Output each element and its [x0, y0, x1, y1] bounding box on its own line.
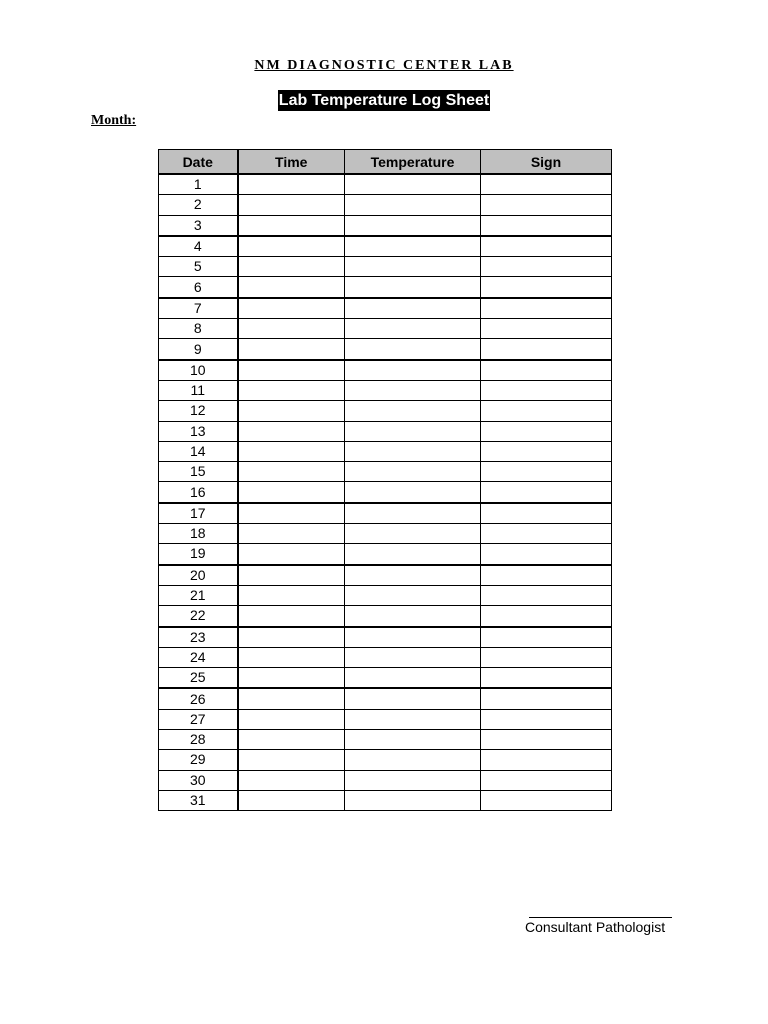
- table-row: [159, 339, 612, 360]
- time-cell[interactable]: [238, 565, 345, 586]
- time-cell[interactable]: [238, 627, 345, 648]
- temperature-cell[interactable]: [345, 750, 481, 770]
- date-cell: 26: [159, 688, 238, 709]
- temperature-cell[interactable]: [345, 688, 481, 709]
- table-row: [159, 215, 612, 236]
- date-cell: 22: [159, 606, 238, 627]
- temperature-cell[interactable]: [345, 709, 481, 729]
- table-row: [159, 790, 612, 810]
- sign-cell[interactable]: [481, 503, 612, 524]
- table-row: [159, 565, 612, 586]
- temperature-cell[interactable]: [345, 544, 481, 565]
- time-cell[interactable]: [238, 730, 345, 750]
- sign-cell[interactable]: [481, 790, 612, 810]
- time-cell[interactable]: [238, 174, 345, 195]
- time-cell[interactable]: [238, 709, 345, 729]
- time-cell[interactable]: [238, 503, 345, 524]
- table-row: [159, 482, 612, 503]
- table-row: [159, 503, 612, 524]
- date-cell: 17: [159, 503, 238, 524]
- time-cell[interactable]: [238, 360, 345, 381]
- temperature-cell[interactable]: [345, 339, 481, 360]
- date-cell: 25: [159, 668, 238, 689]
- column-header-sign: Sign: [481, 150, 612, 175]
- time-cell[interactable]: [238, 750, 345, 770]
- table-row: [159, 730, 612, 750]
- sign-cell[interactable]: [481, 360, 612, 381]
- date-cell: 9: [159, 339, 238, 360]
- temperature-cell[interactable]: [345, 585, 481, 605]
- time-cell[interactable]: [238, 462, 345, 482]
- sign-cell[interactable]: [481, 339, 612, 360]
- temperature-cell[interactable]: [345, 380, 481, 400]
- table-row: [159, 236, 612, 257]
- sign-cell[interactable]: [481, 298, 612, 319]
- signature-line: [529, 917, 672, 918]
- temperature-cell[interactable]: [345, 257, 481, 277]
- date-cell: 29: [159, 750, 238, 770]
- date-cell: 21: [159, 585, 238, 605]
- sign-cell[interactable]: [481, 668, 612, 689]
- table-header-row: [159, 150, 612, 175]
- table-row: [159, 688, 612, 709]
- temperature-cell[interactable]: [345, 298, 481, 319]
- date-cell: 24: [159, 647, 238, 667]
- temperature-cell[interactable]: [345, 524, 481, 544]
- time-cell[interactable]: [238, 215, 345, 236]
- table-row: [159, 606, 612, 627]
- temperature-cell[interactable]: [345, 401, 481, 421]
- table-row: [159, 627, 612, 648]
- time-cell[interactable]: [238, 688, 345, 709]
- table-row: [159, 257, 612, 277]
- table-row: [159, 750, 612, 770]
- date-cell: 16: [159, 482, 238, 503]
- organization-name: NM DIAGNOSTIC CENTER LAB: [254, 58, 514, 73]
- table-row: [159, 360, 612, 381]
- time-cell[interactable]: [238, 544, 345, 565]
- sign-cell[interactable]: [481, 544, 612, 565]
- table-row: [159, 770, 612, 790]
- signature-label: Consultant Pathologist: [525, 919, 666, 935]
- sign-cell[interactable]: [481, 215, 612, 236]
- sign-cell[interactable]: [481, 441, 612, 461]
- time-cell[interactable]: [238, 339, 345, 360]
- time-cell[interactable]: [238, 647, 345, 667]
- date-cell: 8: [159, 319, 238, 339]
- sign-cell[interactable]: [481, 380, 612, 400]
- table-row: [159, 585, 612, 605]
- temperature-log-table: [158, 149, 612, 811]
- table-row: [159, 668, 612, 689]
- sign-cell[interactable]: [481, 524, 612, 544]
- sign-cell[interactable]: [481, 319, 612, 339]
- date-cell: 23: [159, 627, 238, 648]
- sign-cell[interactable]: [481, 421, 612, 441]
- table-row: [159, 441, 612, 461]
- sign-cell[interactable]: [481, 688, 612, 709]
- temperature-cell[interactable]: [345, 668, 481, 689]
- time-cell[interactable]: [238, 380, 345, 400]
- sign-cell[interactable]: [481, 482, 612, 503]
- time-cell[interactable]: [238, 298, 345, 319]
- temperature-cell[interactable]: [345, 627, 481, 648]
- date-cell: 1: [159, 174, 238, 195]
- sign-cell[interactable]: [481, 257, 612, 277]
- time-cell[interactable]: [238, 585, 345, 605]
- sign-cell[interactable]: [481, 770, 612, 790]
- date-cell: 10: [159, 360, 238, 381]
- table-row: [159, 174, 612, 195]
- table-row: [159, 421, 612, 441]
- date-cell: 14: [159, 441, 238, 461]
- date-cell: 30: [159, 770, 238, 790]
- temperature-cell[interactable]: [345, 770, 481, 790]
- table-row: [159, 277, 612, 298]
- table-row: [159, 401, 612, 421]
- date-cell: 18: [159, 524, 238, 544]
- temperature-cell[interactable]: [345, 503, 481, 524]
- temperature-cell[interactable]: [345, 462, 481, 482]
- time-cell[interactable]: [238, 236, 345, 257]
- sign-cell[interactable]: [481, 462, 612, 482]
- time-cell[interactable]: [238, 277, 345, 298]
- page-title: Lab Temperature Log Sheet: [278, 92, 490, 109]
- date-cell: 28: [159, 730, 238, 750]
- temperature-cell[interactable]: [345, 277, 481, 298]
- sign-cell[interactable]: [481, 401, 612, 421]
- temperature-cell[interactable]: [345, 565, 481, 586]
- date-cell: 2: [159, 195, 238, 215]
- table-row: [159, 195, 612, 215]
- sign-cell[interactable]: [481, 236, 612, 257]
- date-cell: 3: [159, 215, 238, 236]
- temperature-cell[interactable]: [345, 215, 481, 236]
- time-cell[interactable]: [238, 401, 345, 421]
- sign-cell[interactable]: [481, 627, 612, 648]
- temperature-cell[interactable]: [345, 730, 481, 750]
- temperature-cell[interactable]: [345, 606, 481, 627]
- time-cell[interactable]: [238, 195, 345, 215]
- time-cell[interactable]: [238, 441, 345, 461]
- month-label: Month:: [91, 113, 137, 128]
- date-cell: 5: [159, 257, 238, 277]
- sign-cell[interactable]: [481, 709, 612, 729]
- time-cell[interactable]: [238, 524, 345, 544]
- time-cell[interactable]: [238, 790, 345, 810]
- time-cell[interactable]: [238, 482, 345, 503]
- time-cell[interactable]: [238, 606, 345, 627]
- date-cell: 13: [159, 421, 238, 441]
- time-cell[interactable]: [238, 257, 345, 277]
- temperature-cell[interactable]: [345, 482, 481, 503]
- date-cell: 4: [159, 236, 238, 257]
- sign-cell[interactable]: [481, 195, 612, 215]
- column-header-temperature: Temperature: [345, 150, 481, 175]
- date-cell: 6: [159, 277, 238, 298]
- table-row: [159, 298, 612, 319]
- sign-cell[interactable]: [481, 174, 612, 195]
- sign-cell[interactable]: [481, 606, 612, 627]
- table-row: [159, 380, 612, 400]
- sign-cell[interactable]: [481, 277, 612, 298]
- temperature-cell[interactable]: [345, 421, 481, 441]
- date-cell: 15: [159, 462, 238, 482]
- sign-cell[interactable]: [481, 565, 612, 586]
- date-cell: 20: [159, 565, 238, 586]
- title-wrapper: [0, 90, 768, 111]
- temperature-cell[interactable]: [345, 790, 481, 810]
- table-body: [159, 174, 612, 811]
- table-row: [159, 462, 612, 482]
- sign-cell[interactable]: [481, 647, 612, 667]
- temperature-cell[interactable]: [345, 319, 481, 339]
- time-cell[interactable]: [238, 770, 345, 790]
- temperature-cell[interactable]: [345, 441, 481, 461]
- temperature-cell[interactable]: [345, 647, 481, 667]
- date-cell: 12: [159, 401, 238, 421]
- time-cell[interactable]: [238, 668, 345, 689]
- temperature-cell[interactable]: [345, 174, 481, 195]
- temperature-cell[interactable]: [345, 195, 481, 215]
- column-header-date: Date: [159, 150, 238, 175]
- sign-cell[interactable]: [481, 750, 612, 770]
- date-cell: 11: [159, 380, 238, 400]
- table-row: [159, 544, 612, 565]
- table-row: [159, 524, 612, 544]
- temperature-cell[interactable]: [345, 360, 481, 381]
- sign-cell[interactable]: [481, 585, 612, 605]
- column-header-time: Time: [238, 150, 345, 175]
- date-cell: 31: [159, 790, 238, 810]
- time-cell[interactable]: [238, 421, 345, 441]
- table-row: [159, 709, 612, 729]
- date-cell: 7: [159, 298, 238, 319]
- table-row: [159, 319, 612, 339]
- time-cell[interactable]: [238, 319, 345, 339]
- table-row: [159, 647, 612, 667]
- date-cell: 19: [159, 544, 238, 565]
- temperature-cell[interactable]: [345, 236, 481, 257]
- date-cell: 27: [159, 709, 238, 729]
- sign-cell[interactable]: [481, 730, 612, 750]
